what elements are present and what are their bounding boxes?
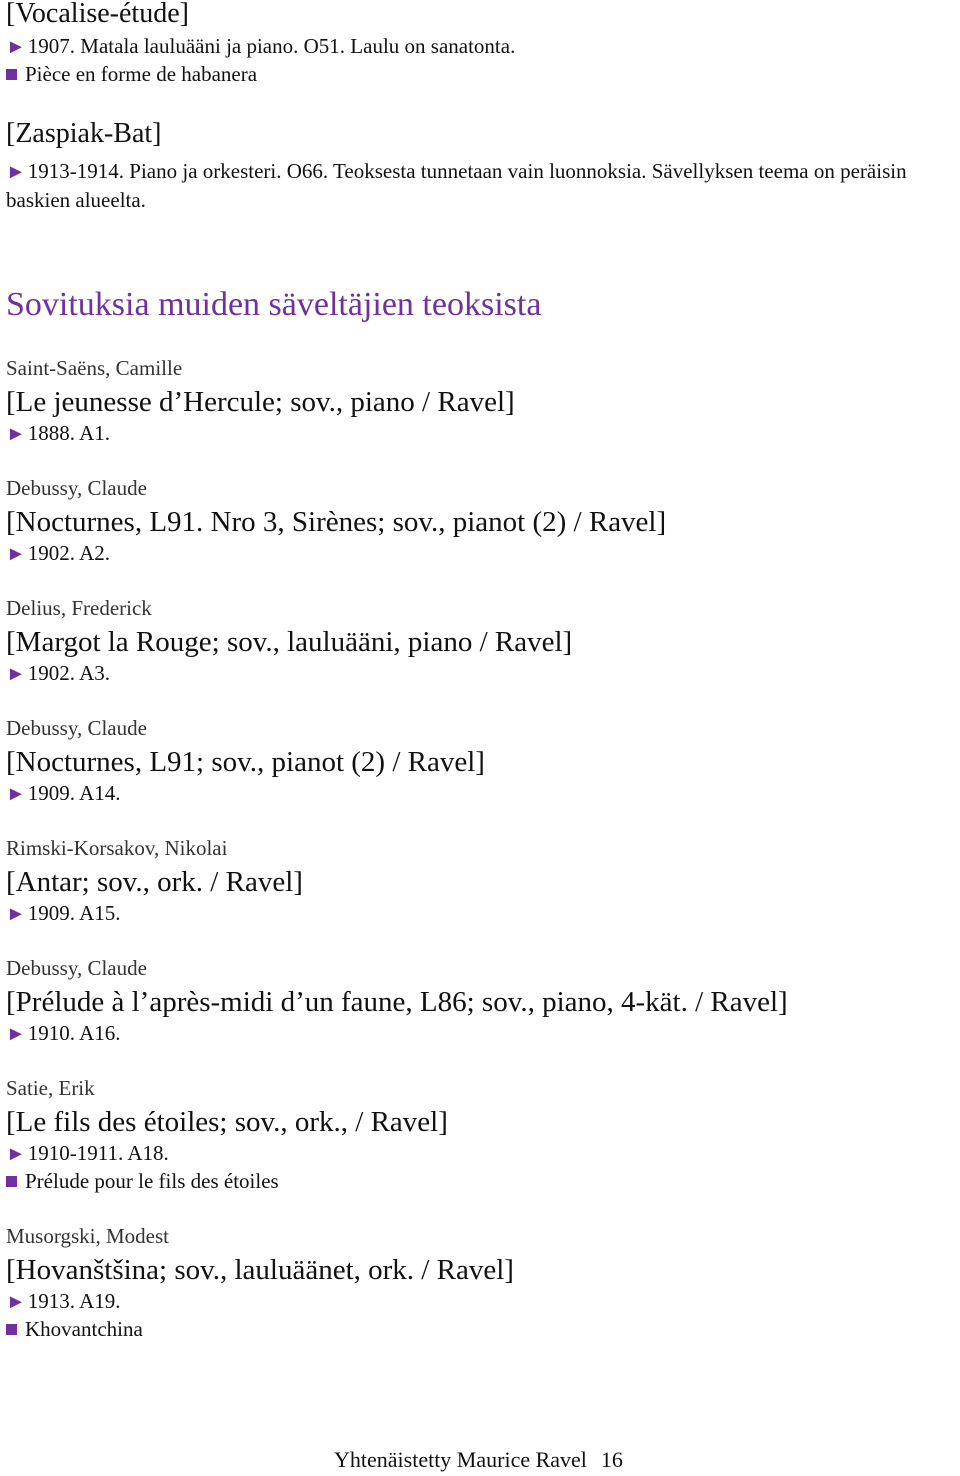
footer-title: Yhtenäistetty Maurice Ravel <box>334 1447 587 1472</box>
composer-name: Debussy, Claude <box>6 476 147 500</box>
arrangement-info <box>6 420 110 447</box>
page-footer <box>334 1446 623 1474</box>
arrangement-info <box>6 1140 169 1167</box>
arrangement-info <box>6 780 121 807</box>
arrangement-title: [Le jeunesse d’Hercule; sov., piano / Ravel] <box>6 386 515 418</box>
alt-title-text: Prélude pour le fils des étoiles <box>25 1169 279 1193</box>
work-info-text: 1907. Matala lauluääni ja piano. O51. Laulu on sanatonta. <box>27 34 516 58</box>
play-triangle-icon: ► <box>6 1023 26 1045</box>
square-bullet-icon <box>6 69 17 80</box>
composer-name: Rimski-Korsakov, Nikolai <box>6 836 228 860</box>
arrangement-title: [Nocturnes, L91; sov., pianot (2) / Ravel] <box>6 746 485 778</box>
alt-title <box>6 1316 143 1342</box>
square-bullet-icon <box>6 1176 17 1187</box>
arrangement-info-text: 1909. A14. <box>27 781 121 805</box>
work-info <box>6 33 515 60</box>
play-triangle-icon: ► <box>6 543 26 565</box>
square-bullet-icon <box>6 1324 17 1335</box>
play-triangle-icon: ► <box>6 903 26 925</box>
work-title: [Vocalise-étude] <box>6 0 189 29</box>
arrangement-info <box>6 900 121 927</box>
play-triangle-icon: ► <box>6 1291 26 1313</box>
arrangement-info-text: 1910-1911. A18. <box>27 1141 169 1165</box>
arrangement-info-text: 1888. A1. <box>27 421 111 445</box>
arrangement-title: [Prélude à l’après-midi d’un faune, L86; sov., piano, 4-kät. / Ravel] <box>6 986 788 1018</box>
arrangement-info-text: 1902. A3. <box>27 661 111 685</box>
arrangement-info <box>6 1288 121 1315</box>
arrangement-info-text: 1909. A15. <box>27 901 121 925</box>
composer-name: Satie, Erik <box>6 1076 95 1100</box>
play-triangle-icon: ► <box>6 783 26 805</box>
play-triangle-icon: ► <box>6 36 26 58</box>
work-title: [Zaspiak-Bat] <box>6 118 162 149</box>
arrangement-title: [Hovanštšina; sov., lauluäänet, ork. / Ravel] <box>6 1254 514 1286</box>
play-triangle-icon: ► <box>6 423 26 445</box>
alt-title <box>6 61 257 87</box>
work-info-text: 1913-1914. Piano ja orkesteri. O66. Teoksesta tunnetaan vain luonnoksia. Sävellyksen teema on peräisin baskien alueelta. <box>6 159 907 212</box>
composer-name: Delius, Frederick <box>6 596 152 620</box>
arrangement-info <box>6 1020 121 1047</box>
arrangement-info-text: 1913. A19. <box>27 1289 121 1313</box>
work-info <box>6 157 956 214</box>
arrangement-title: [Le fils des étoiles; sov., ork., / Ravel] <box>6 1106 448 1138</box>
alt-title-text: Khovantchina <box>25 1317 143 1341</box>
play-triangle-icon: ► <box>6 663 26 685</box>
play-triangle-icon: ► <box>6 1143 26 1165</box>
arrangement-info-text: 1910. A16. <box>27 1021 121 1045</box>
composer-name: Debussy, Claude <box>6 956 147 980</box>
arrangement-title: [Margot la Rouge; sov., lauluääni, piano / Ravel] <box>6 626 573 658</box>
section-heading: Sovituksia muiden säveltäjien teoksista <box>6 286 542 323</box>
alt-title-text: Pièce en forme de habanera <box>25 62 258 86</box>
arrangement-info-text: 1902. A2. <box>27 541 111 565</box>
composer-name: Musorgski, Modest <box>6 1224 169 1248</box>
composer-name: Saint-Saëns, Camille <box>6 356 183 380</box>
composer-name: Debussy, Claude <box>6 716 147 740</box>
alt-title <box>6 1168 279 1194</box>
arrangement-info <box>6 660 110 687</box>
arrangement-info <box>6 540 110 567</box>
arrangement-title: [Antar; sov., ork. / Ravel] <box>6 866 303 898</box>
play-triangle-icon: ► <box>6 161 26 183</box>
page-number: 16 <box>600 1447 623 1472</box>
arrangement-title: [Nocturnes, L91. Nro 3, Sirènes; sov., pianot (2) / Ravel] <box>6 506 667 538</box>
